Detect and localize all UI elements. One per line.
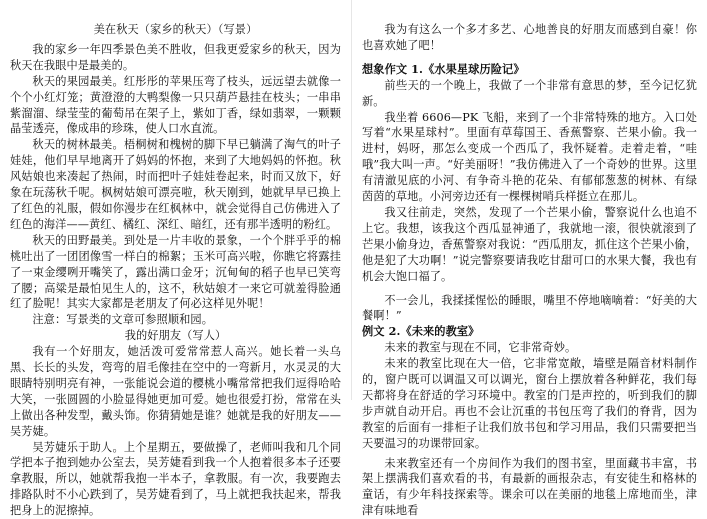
paragraph: 未来教室还有一个房间作为我们的图书室，里面藏书丰富，书架上摆满我们喜欢看的书，有最新的画报杂志，有安徒生和格林的童话，有少年科技探索等。课余可以在美丽的地毯上席地而坐，津津有味地看 bbox=[362, 456, 697, 518]
paragraph: 吴芳婕乐于助人。上个星期五，要做操了，老师叫我和几个同学把本子抱到她办公室去，吴芳婕看到我一个人抱着很多本子还要拿教服，所以，她就帮我抱一半本子，拿教服。有一次，我要跑去排路队时不小心跌到了，吴芳婕看到了，马上就把我扶起来，帮我把身上的泥擦掉。 bbox=[10, 440, 341, 518]
paragraph: 秋天的树林最美。梧桐树和槐树的脚下早已躺满了淘气的叶子娃娃，他们早早地离开了妈妈的怀抱，来到了大地妈妈的怀抱。秋风姑娘也来凑起了热闹，时而把叶子娃娃卷起来，时而又放下，好象在玩荡秋千呢。枫树姑娘可漂亮啦，秋天刚到，她就早早已换上了红色的礼服，假如你漫步在红枫林中，就会觉得自己仿佛进入了红色的海洋——黄红、橘红、深红、暗红，还有那半透明的粉红。 bbox=[10, 138, 341, 231]
column-divider bbox=[351, 0, 352, 400]
left-column bbox=[0, 0, 349, 518]
paragraph: 秋天的田野最美。到处是一片丰收的景象，一个个胖乎乎的棉桃吐出了一团团像雪一样白的棉絮；玉米可高兴啦，你瞧它将露挂了一束金缨咧开嘴笑了，露出满口金牙；沉甸甸的稻子也早已笑弯了腰；高粱是最怕见生人的，这不，秋姑娘才一来它可就羞得脸通红了脸呢！其实大家都是老朋友了何必这样见外呢！ bbox=[10, 233, 341, 311]
paragraph: 我有一个好朋友，她活泼可爱常常惹人高兴。她长着一头乌黑、长长的头发，弯弯的眉毛像挂在空中的一弯新月，水灵灵的大眼睛特别明亮有神，一张能说会道的樱桃小嘴常常把我们逗得哈哈大笑，一张圆圆的小脸显得她更加可爱。她也很爱打扮，常常在头上做出各种发型，戴头饰。你猜猜她是谁？她就是我的好朋友——吴芳婕。 bbox=[10, 345, 341, 438]
paragraph: 未来的教室比现在大一倍，它非常宽敞，墙壁是隔音材料制作的，窗户既可以调温又可以调光，窗台上摆放着各种鲜花，我们每天都将身在舒适的学习环境中。教室的门是声控的，听到我们的脚步声就自动开启。再也不会让沉重的书包压弯了我们的脊背，因为教室的后面有一排柜子让我们放书包和学习用品，我们只需要把当天要温习的功课带回家。 bbox=[362, 357, 697, 450]
section-heading: 想象作文 1.《水果星球历险记》 bbox=[362, 61, 525, 76]
essay-title-autumn: 美在秋天（家乡的秋天）（写景） bbox=[93, 23, 258, 36]
paragraph: 未来的教室与现在不同，它非常奇妙。 bbox=[384, 341, 577, 355]
section-heading: 例文 2.《未来的教室》 bbox=[362, 324, 480, 339]
paragraph: 注意：写景类的文章可参照顺和园。 bbox=[32, 313, 213, 327]
paragraph: 我又往前走，突然，发现了一个芒果小偷，警察说什么也追不上它。我想，该我这个西瓜显神通了，我就地一滚，很快就滚到了芒果小偷身边，香蕉警察对我说：“西瓜朋友，抓住这个芒果小偷，他是犯了大功啊！”说完警察要请我吃甘甜可口的水果大餐，我也有机会大饱口福了。 bbox=[362, 205, 697, 283]
paragraph: 秋天的果园最美。红彤彤的苹果压弯了枝头，远远望去就像一个个小红灯笼；黄澄澄的大鸭梨像一只只葫芦悬挂在枝头；一串串紫溜溜、绿莹莹的葡萄吊在架子上，紫如丁香，绿如翡翠，一颗颗晶莹透亮，像成串的珍珠，使人口水直流。 bbox=[10, 74, 341, 136]
right-column bbox=[354, 0, 707, 518]
paragraph: 不一会儿，我揉揉惺忪的睡眼，嘴里不停地嘀嘀着：“好美的大餐啊！” bbox=[362, 293, 697, 323]
paragraph: 我坐着 6606—PK 飞船，来到了一个非常特殊的地方。入口处写着“水果星球村”。里面有草莓国王、香蕉警察、芒果小偷。我一进村，妈呀，那怎么变成一个西瓜了，我怀疑着。走着走着，“哇哦”我大叫一声。“好美丽呀！”我仿佛进入了一个奇妙的世界。这里有清澈见底的小河、有争奇斗艳的花朵、有郁郁葱葱的树林、有绿茵茵的草地。小河旁边还有一棵棵树哨兵样挺立在那儿。 bbox=[362, 110, 697, 204]
paragraph: 前些天的一个晚上，我做了一个非常有意思的梦，至今记忆犹新。 bbox=[362, 78, 697, 108]
paragraph: 我的家乡一年四季景色美不胜收，但我更爱家乡的秋天，因为秋天在我眼中是最美的。 bbox=[10, 42, 341, 72]
essay-title-friend: 我的好朋友（写人） bbox=[124, 329, 227, 343]
paragraph: 我为有这么一个多才多艺、心地善良的好朋友而感到自豪！你也喜欢她了吧！ bbox=[362, 23, 697, 52]
